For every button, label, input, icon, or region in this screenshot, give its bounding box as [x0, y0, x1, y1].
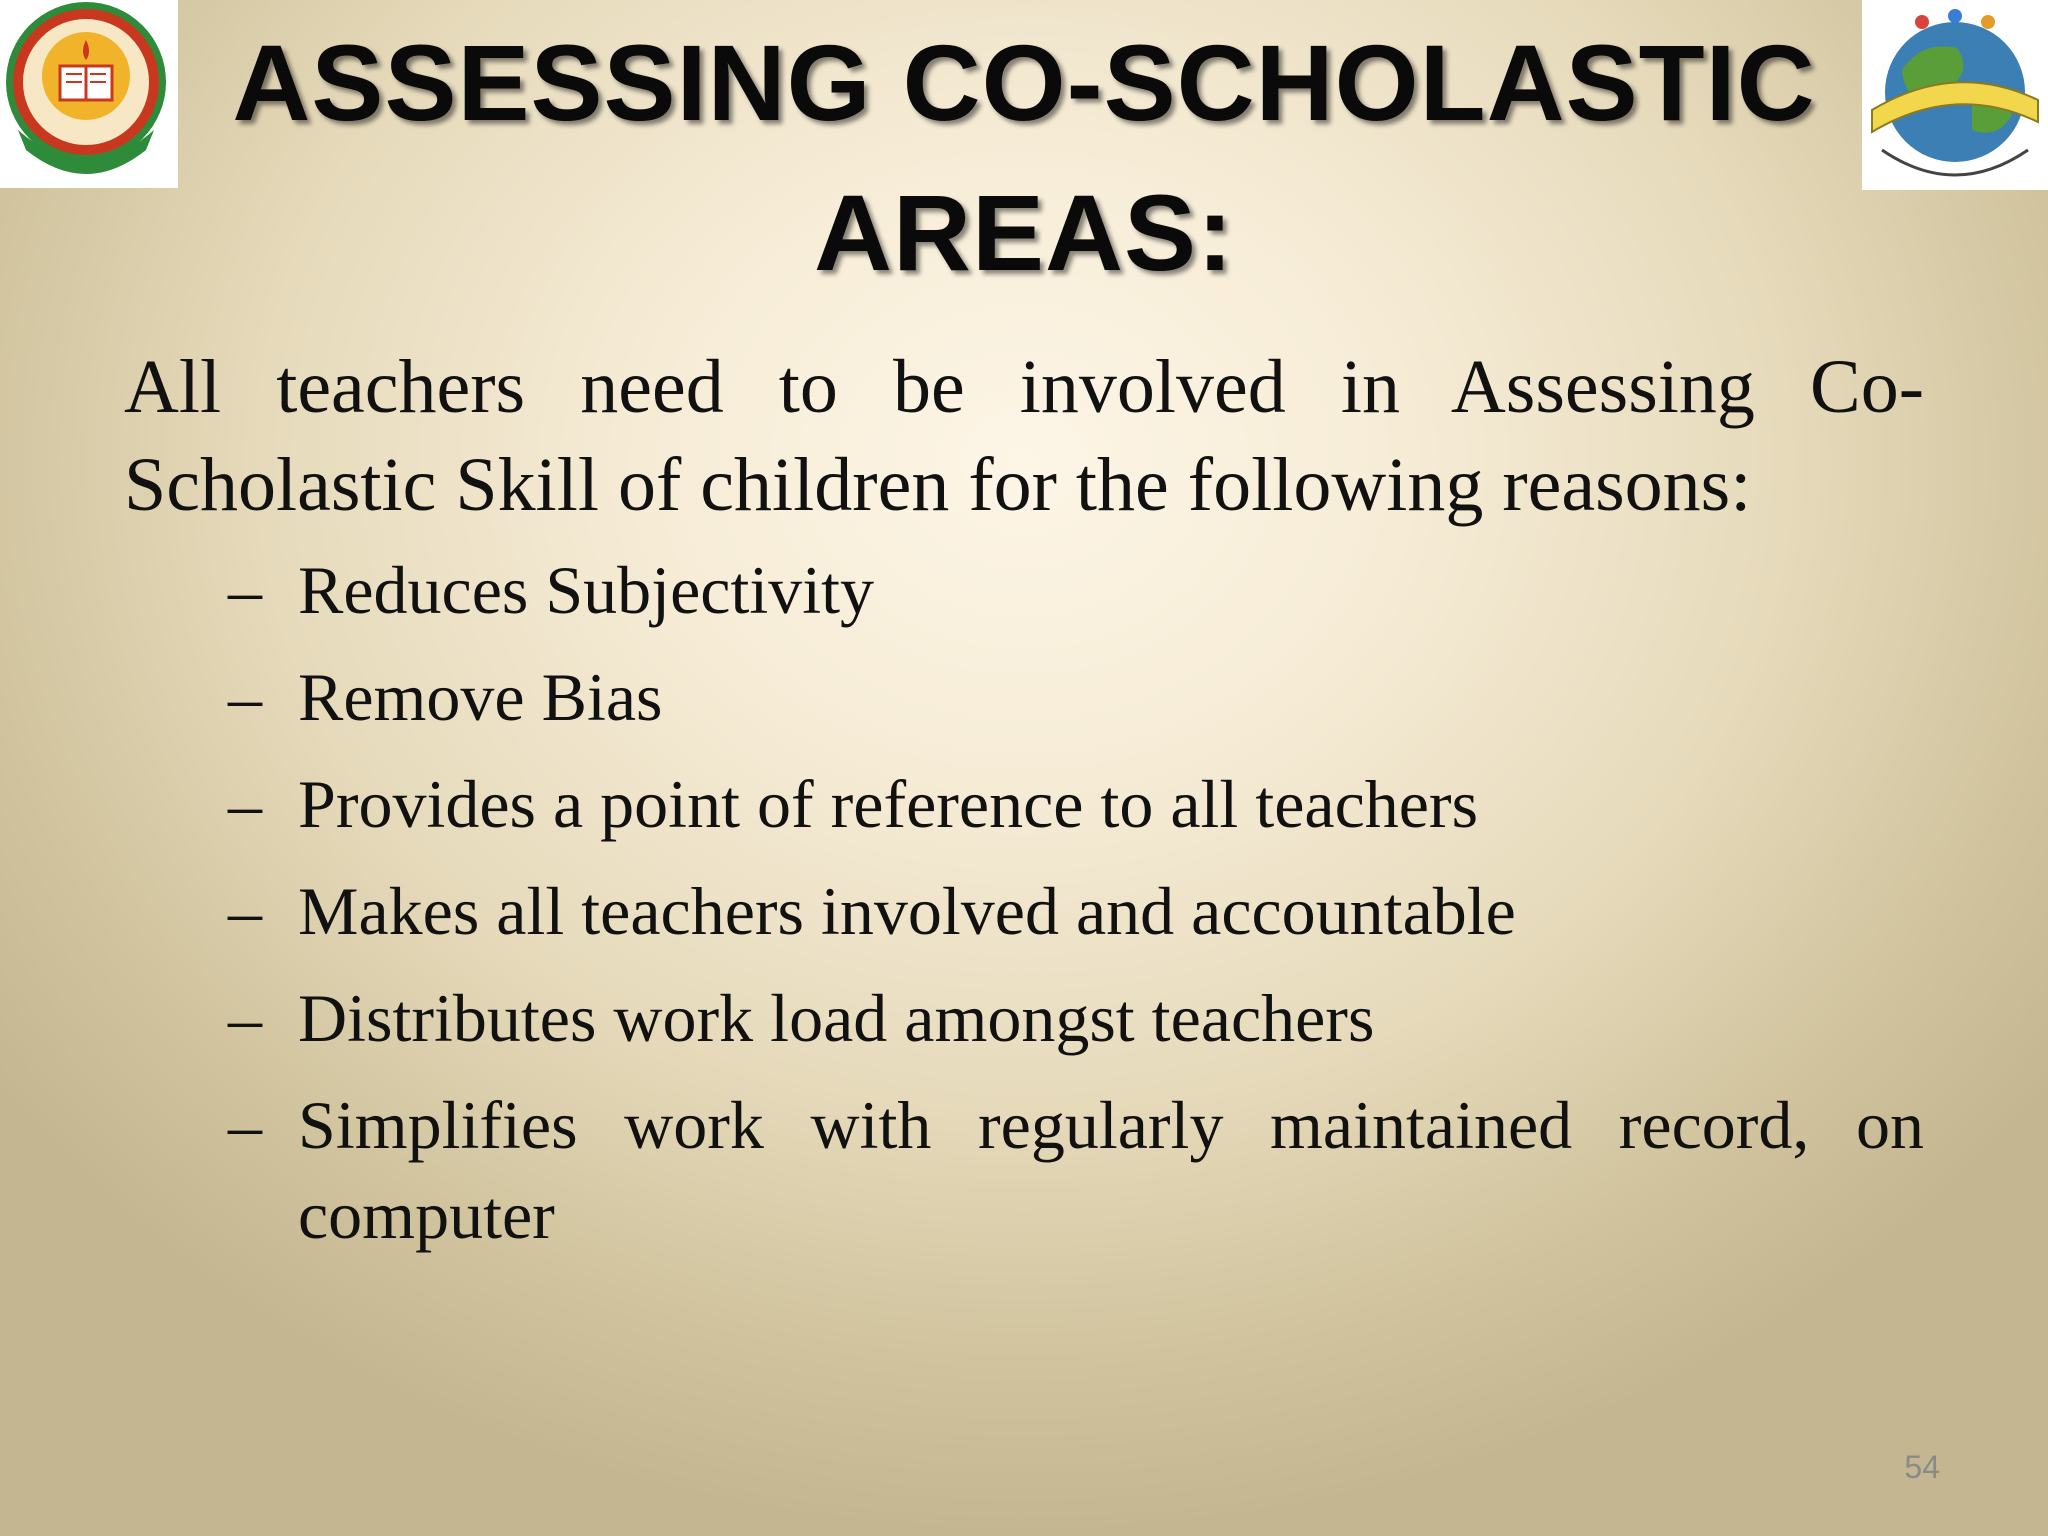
- dash-bullet: –: [228, 980, 262, 1056]
- reason-text: Distributes work load amongst teachers: [298, 980, 1375, 1056]
- page-number: 54: [1904, 1449, 1940, 1485]
- list-item: [228, 652, 1924, 742]
- reason-text: Makes all teachers involved and accountable: [298, 873, 1516, 949]
- reason-text: Remove Bias: [298, 659, 663, 735]
- dash-bullet: –: [228, 659, 262, 735]
- reason-text: Reduces Subjectivity: [298, 552, 875, 628]
- reason-text: Simplifies work with regularly maintained record, on computer: [298, 1087, 1924, 1253]
- list-item: [228, 866, 1924, 956]
- slide-title: ASSESSING CO-SCHOLASTIC AREAS:: [232, 22, 1816, 293]
- dash-bullet: –: [228, 873, 262, 949]
- list-item: [228, 1080, 1924, 1260]
- dash-bullet: –: [228, 766, 262, 842]
- reason-text: Provides a point of reference to all teachers: [298, 766, 1479, 842]
- list-item: [228, 759, 1924, 849]
- dash-bullet: –: [228, 1087, 262, 1163]
- dash-bullet: –: [228, 552, 262, 628]
- list-item: [228, 973, 1924, 1063]
- intro-paragraph: All teachers need to be involved in Assessing Co-Scholastic Skill of children for the following reasons:: [124, 345, 1924, 527]
- reasons-list: [228, 545, 1924, 1277]
- list-item: [228, 545, 1924, 635]
